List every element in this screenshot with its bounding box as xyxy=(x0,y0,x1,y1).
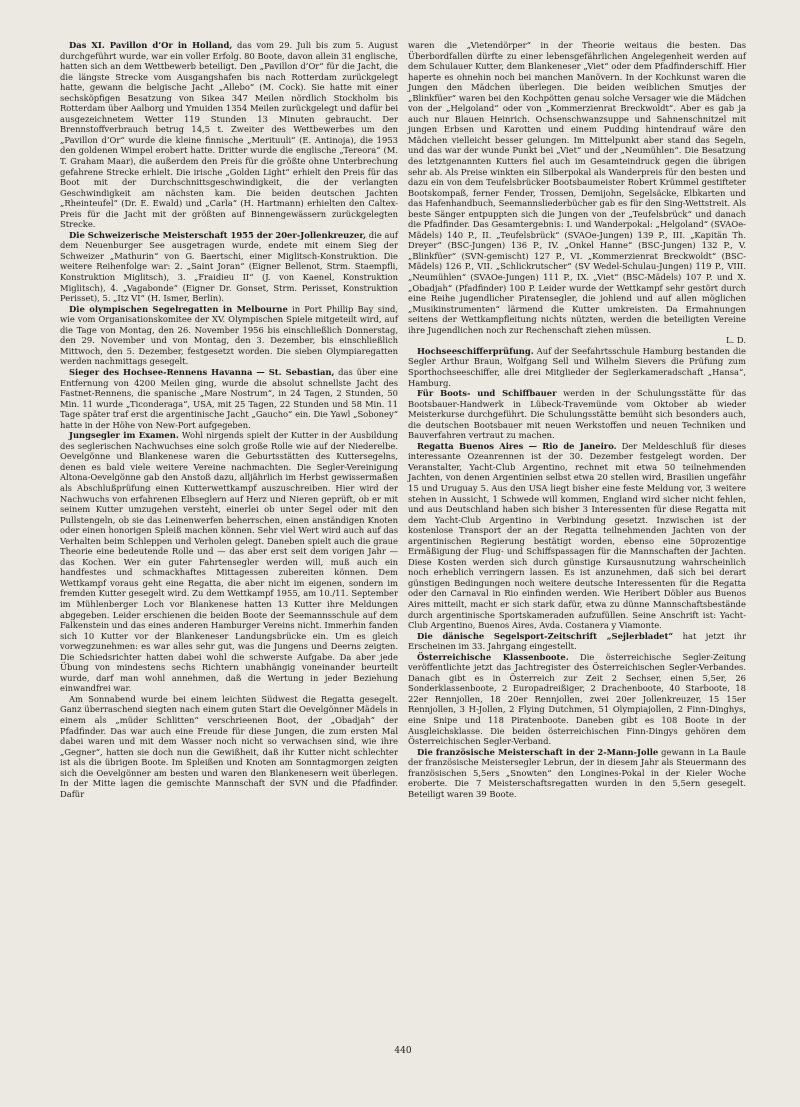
article-heading: Das XI. Pavillon d’Or in Holland, xyxy=(69,40,233,50)
article-heading: Die Schweizerische Meisterschaft 1955 der 20er-Jollenkreuzer, xyxy=(69,229,367,240)
article-schweizer-meisterschaft xyxy=(60,230,398,304)
article-heading: Die französische Meisterschaft in der 2-Mann-Jolle xyxy=(417,746,659,757)
article-frankreich xyxy=(408,747,746,800)
article-body: werden in der Schulungsstätte für das Bootsbauer-Handwerk in Lübeck-Travemünde vom Oktober ab wieder Meisterkurse durchgeführt. Die Schulungsstätte bemüht sich besonders auch, die deutschen Bootsbauer mit neuen Werkstoffen und neuen Techniken und Bauverfahren vertraut zu machen. xyxy=(408,388,746,441)
article-bootsbauer xyxy=(408,388,746,441)
article-buenos-aires xyxy=(408,441,746,631)
article-heading: Die olympischen Segelregatten in Melbourne xyxy=(69,303,288,314)
article-body: das vom 29. Juli bis zum 5. August durchgeführt wurde, war ein voller Erfolg. 80 Boote, davon allein 31 englische, hatten sich an dem Wettbewerb beteiligt. Den „Pavillon d’Or“ für die Jacht, die die längste Strecke vom Ausgangshafen bis nach Rotterdam zurückgelegt hatte, gewann die belgische Jacht „Allebo“ (M. Cock). Sie hatte mit einer sechsköpfigen Besatzung von Sikea 347 Meilen nördlich Stockholm bis Rotterdam über Aalborg und Ymuiden 1354 Meilen zurückgelegt und dafür bei ausgezeichnetem Wetter 119 Stunden 13 Minuten gebraucht. Der Brennstoffverbrauch betrug 14,5 t. Zweiter des Wettbewerbes um den „Pavillon d’Or“ wurde die kleine finnische „Merituuli“ (E. Antinoja), die 1953 den goldenen Wimpel erobert hatte. Dritter wurde die englische „Tereora“ (M. T. Graham Maar), die außerdem den Preis für die größte ohne Unterbrechung gefahrene Strecke erhielt. Die irische „Golden Light“ erhielt den Preis für das Boot mit der Durchschnittsgeschwindigkeit, die der verlangten Geschwindigkeit am nächsten kam. Die beiden deutschen Jachten „Rheinteufel“ (Dr. E. Ewald) und „Carla“ (H. Hartmann) erhielten den Caltex-Preis für die Jacht mit der größten auf Binnengewässern zurückgelegten Strecke. xyxy=(60,40,398,230)
magazine-page xyxy=(60,40,746,1070)
article-sejlerbladet xyxy=(408,631,746,652)
article-body: die auf dem Neuenburger See ausgetragen wurde, endete mit einem Sieg der Schweizer „Mathurin“ von G. Baertschi, einer Miglitsch-Konstruktion. Die weitere Reihenfolge war: 2. „Saint Joran“ (Eigner Bellenot, Strm. Staempfli, Konstruktion Miglitsch), 3. „Fraidieu II“ (J. von Kaenel, Konstruktion Miglitsch), 4. „Vagabonde“ (Eigner Dr. Gonset, Strm. Perisset, Konstruktion Perisset), 5. „Itz VI“ (H. Ismer, Berlin). xyxy=(60,229,399,304)
article-heading: Österreichische Klassenboote. xyxy=(417,651,569,662)
page-number: 440 xyxy=(394,1046,412,1056)
article-heading: Jungsegler im Examen. xyxy=(69,430,179,441)
article-body: Wohl nirgends spielt der Kutter in der Ausbildung des seglerischen Nachwuchses eine solch große Rolle wie auf der Niederelbe. Oevelgönne und Blankenese waren die Geburtsstätten des Kuttersegelns, denen es bald viele weitere Vereine nachmachten. Die Segler-Vereinigung Altona-Oevelgönne gab den Anstoß dazu, alljährlich im Herbst gewissermaßen als Abschlußprüfung einen Kutterwettkampf auszuschreiben. Hier wird der Nachwuchs von erfahrenen Elbseglern auf Herz und Nieren geprüft, ob er mit seinem Kutter umzugehen versteht, einerlei ob unter Segel oder mit den Pullstengeln, ob sie das Leinenwerfen beherrschen, einen anständigen Knoten oder einen honorigen Spleiß machen können. Sehr viel Wert wird auch auf das Verhalten beim Schleppen und Verholen gelegt. Daneben spielt auch die graue Theorie eine bedeutende Rolle und — das aber erst seit dem vorigen Jahr — das Kochen. Wer ein guter Fahrtensegler werden will, muß auch ein handfestes und schmackhaftes Mittagessen zubereiten können. Dem Wettkampf voraus geht eine Regatta, die aber nicht im eigenen, sondern im fremden Kutter gesegelt wird. Zu dem Wettkampf 1955, am 10./11. September im Mühlenberger Loch vor Blankenese hatten 13 Kutter ihre Meldungen abgegeben. Leider erschienen die beiden Boote der Seemannsschule auf dem Falkenstein und das eines anderen Hamburger Vereins nicht. Immerhin fanden sich 10 Kutter vor der Blankeneser Landungsbrücke ein. Um es gleich vorwegzunehmen: es war alles sehr gut, was die Jungens und Deerns zeigten. Die Schiedsrichter hatten dabei wohl die schwerste Aufgabe. Da aber jede Übung von mindestens sechs Richtern unabhängig voneinander beurteilt wurde, darf man wohl annehmen, daß die Wertung in jeder Beziehung einwandfrei war. xyxy=(60,430,398,694)
article-body: gewann in La Baule der französische Meistersegler Lebrun, der in diesem Jahr als Steuermann des französischen 5,5ers „Snowten“ den Longines-Pokal in der Kieler Woche eroberte. Die 7 Meisterschaftsregatten wurden in den 5,5ern gesegelt. Beteiligt waren 39 Boote. xyxy=(408,746,746,799)
article-body: Auf der Seefahrtsschule Hamburg bestanden die Segler Arthur Braun, Wolfgang Sell und Wilhelm Sievers die Prüfung zum Sporthochseeschiffer, alle drei Mitglieder der Seglerkameradschaft „Hansa“, Hamburg. xyxy=(408,345,746,388)
article-heading: Hochseeschifferprüfung. xyxy=(417,345,534,356)
article-hochseeschiffer xyxy=(408,346,746,388)
article-pavillon-dor xyxy=(60,40,398,230)
article-heading: Die dänische Segelsport-Zeitschrift „Sejlerbladet“ xyxy=(417,630,674,641)
article-body: Am Sonnabend wurde bei einem leichten Südwest die Regatta gesegelt. Ganz überraschend siegten nach einem guten Start die Oevelgönner Mädels in einem als „müder Schlitten“ verschrieenen Boot, der „Obadjah“ der Pfadfinder. Das war auch eine Freude für diese Jungen, die zum ersten Mal dabei waren und mit dem Wasser noch nicht so verwachsen sind, wie ihre „Gegner“, hatten sie doch nun die Gewißheit, daß ihr Kutter nicht schlechter ist als die übrigen Boote. Im Spleißen und Knoten am Sonntagmorgen zeigten sich die Oevelgönner am besten und waren den Blankenesern weit überlegen. In der Mitte lagen die gemischte Mannschaft der SVN und die Pfadfinder. Dafür xyxy=(60,693,398,799)
article-jungsegler-cont xyxy=(60,694,398,799)
article-body: hat jetzt ihr Erscheinen im 33. Jahrgang eingestellt. xyxy=(408,630,747,652)
article-body: Die österreichische Segler-Zeitung veröffentlichte jetzt das Jachtregister des Österreichischen Segler-Verbandes. Danach gibt es in Österreich zur Zeit 2 Sechser, einen 5,5er, 26 Sonderklassenboote, 2 Europadreißiger, 2 Drachenboote, 40 Starboote, 18 22er Rennjollen, 18 20er Rennjollen, zwei 20er Jollenkreuzer, 15 15er Rennjollen, 3 H-Jollen, 2 Flying Dutchmen, 51 Olympiajollen, 2 Finn-Dinghys, eine Snipe und 118 Piratenboote. Daneben gibt es 108 Boote in der Ausgleichsklasse. Die beiden österreichischen Finn-Dingys gehören dem Österreichischen Segler-Verband. xyxy=(408,651,747,747)
article-body: in Port Phillip Bay sind, wie vom Organisationskomitee der XV. Olympischen Spiele mitgeteilt wird, auf die Tage von Montag, den 26. November 1956 bis einschließlich Donnerstag, den 29. November und von Montag, den 3. Dezember, bis einschließlich Mittwoch, den 5. Dezember, festgesetzt worden. Die sieben Olympiaregatten werden nachmittags gesegelt. xyxy=(60,303,399,367)
article-jungsegler-cont-2 xyxy=(408,40,746,335)
article-havanna xyxy=(60,367,398,430)
article-body: das über eine Entfernung von 4200 Meilen ging, wurde die absolut schnellste Jacht des Fastnet-Rennens, die spanische „Mare Nostrum“, in 24 Tagen, 2 Stunden, 50 Min. 11 wurde „Ticonderaga“, USA, mit 25 Tagen, 22 Stunden und 58 Min. 11 Tage später traf erst die argentinische Jacht „Gaucho“ ein. Die Yawl „Soboney“ hatte in der Höhe von New-Port aufgegeben. xyxy=(60,366,398,430)
article-heading: Regatta Buenos Aires — Rio de Janeiro. xyxy=(417,440,617,451)
article-heading: Für Boots- und Schiffbauer xyxy=(417,388,557,399)
article-oesterreich xyxy=(408,652,746,747)
article-melbourne xyxy=(60,304,398,367)
right-column xyxy=(408,40,746,799)
article-body: Der Meldeschluß für dieses interessante Ozeanrennen ist der 30. Dezember festgelegt worden. Der Veranstalter, Yacht-Club Argentino, rechnet mit etwa 50 teilnehmenden Jachten, von denen Argentinien selbst etwa 20 stellen wird, Brasilien ungefähr 15 und Uruguay 5. Aus den USA liegt bisher eine feste Meldung vor, 3 weitere stehen in Aussicht, 1 Schwede will kommen, England wird sicher nicht fehlen, und aus Deutschland haben sich bisher 3 Interessenten für diese Regatta mit dem Yacht-Club Argentino in Verbindung gesetzt. Inzwischen ist der kostenlose Transport der an der Regatta teilnehmenden Jachten von der argentinischen Regierung bestätigt worden, ebenso eine 50prozentige Ermäßigung der Flug- und Schiffspassagen für die Mannschaften der Jachten. Diese Kosten werden sich durch günstige Kursausnutzung wahrscheinlich noch erheblich verringern lassen. Es ist anzunehmen, daß sich bei derart günstigen Bedingungen noch weitere deutsche Interessenten für die Regatta oder den Carnaval in Rio einfinden werden. Wie Heribert Döbler aus Buenos Aires mitteilt, macht er sich stark dafür, etwa zu dünne Mannschaftsbestände durch argentinische Sportskameraden aufzufüllen. Seine Anschrift ist: Yacht-Club Argentino, Buenos Aires, Avda. Costanera y Viamonte. xyxy=(408,440,746,631)
article-body: waren die „Vietendörper“ in der Theorie weitaus die besten. Das Überbordfallen dürfte zu einer lebensgefährlichen Angelegenheit werden auf dem Schulauer Kutter, dem Blankeneser „Viet“ oder dem Pfadfinderschiff. Hier haperte es ohnehin noch bei manchen Manövern. In der Kochkunst waren die Jungen den Mädchen überlegen. Die beiden weiblichen Smutjes der „Blinkfüer“ waren bei den Kochpötten genau solche Versager wie die Mädchen von der „Helgoland“ oder von „Kommerzienrat Breckwoldt“. Aber es gab ja auch nur Blauen Heinrich. Ochsenschwanzsuppe und Sahnenschnitzel mit jungen Erbsen und Karotten und einem Pudding hintendrauf wäre den Mädchen vielleicht besser gelungen. Im Mittelpunkt aber stand das Segeln, und das war der wunde Punkt bei „Viet“ und der „Neumühlen“. Die Besatzung des letztgenannten Kutters fiel auch im Gesamteindruck gegen die übrigen sehr ab. Als Preise winkten ein Silberpokal als Wanderpreis für den besten und dazu ein von dem Teufelsbrücker Bootsbaumeister Robert Krümmel gestifteter Bootskompaß, ferner Fender, Trossen, Demijohn, Segelsäcke, Elbkarten und das Hafenhandbuch, Seemannsliederbücher gab es für den Sing-Wettstreit. Als beste Sänger entpuppten sich die Jungen von der „Teufelsbrück“ und danach die Pfadfinder. Das Gesamtergebnis: I. und Wanderpokal: „Helgoland“ (SVAOe-Mädels) 140 P., II. „Teufelsbrück“ (SVAOe-Jungen) 139 P., III. „Kapitän Th. Dreyer“ (BSC-Jungen) 136 P., IV. „Onkel Hanne“ (BSC-Jungen) 132 P., V. „Blinkfüer“ (SVN-gemischt) 127 P., VI. „Kommerzienrat Breckwoldt“ (BSC-Mädels) 126 P., VII. „Schlickrutscher“ (SV Wedel-Schulau-Jungen) 119 P., VIII. „Neumühlen“ (SVAOe-Jungen) 111 P., IX. „Viet“ (BSC-Mädels) 107 P. und X. „Obadjah“ (Pfadfinder) 100 P. Leider wurde der Wettkampf sehr gestört durch eine Reihe jugendlicher Piratensegler, die johlend und auf allen möglichen „Musikinstrumenten“ lärmend die Kutter umkreisten. Da Ermahnungen seitens der Wettkampfleitung nichts nützten, werden die beteiligten Vereine ihre Jugendlichen noch zur Rechenschaft ziehen müssen. xyxy=(408,40,746,335)
author-initials: L. D. xyxy=(726,335,746,346)
article-jungsegler xyxy=(60,430,398,694)
left-column xyxy=(60,40,398,799)
article-heading: Sieger des Hochsee-Rennens Havanna — St. Sebastian, xyxy=(69,366,335,377)
